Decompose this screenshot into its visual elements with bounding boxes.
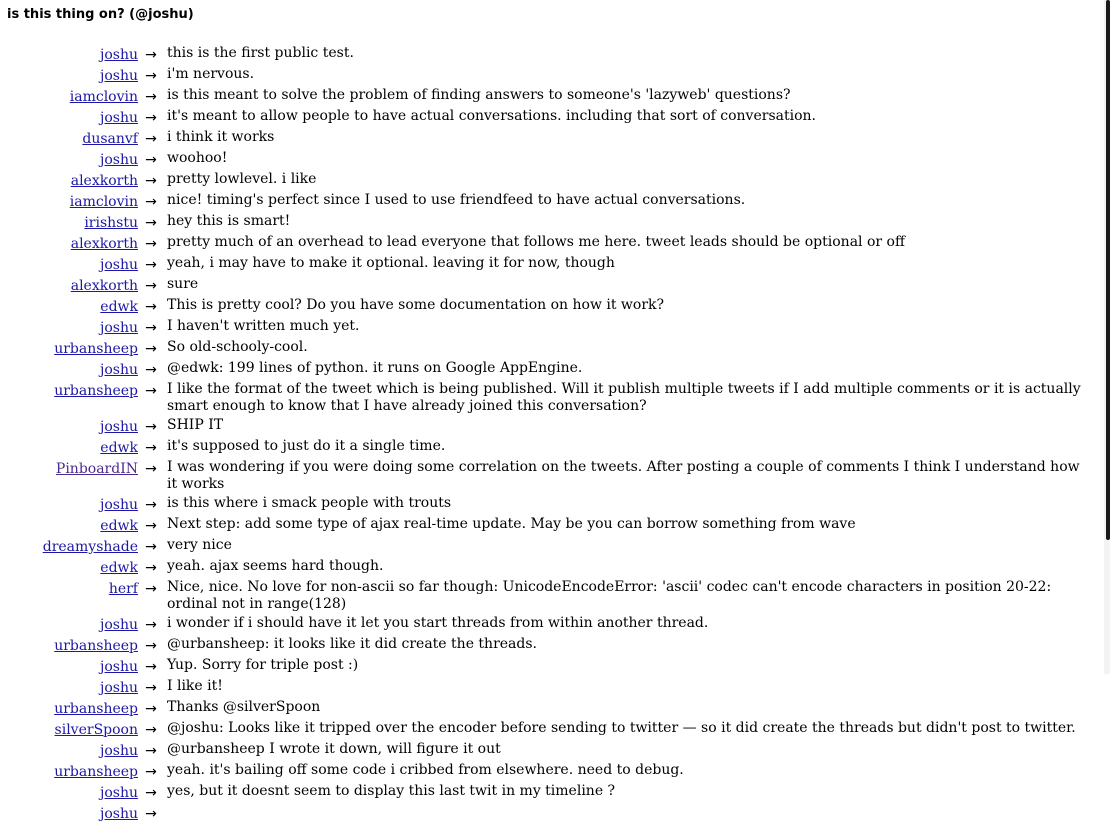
message-text: woohoo! — [167, 150, 228, 166]
username-link[interactable]: joshu — [100, 680, 138, 696]
username-link[interactable]: joshu — [100, 617, 138, 633]
reply-arrow-icon: → — [145, 440, 157, 456]
username-link[interactable]: joshu — [100, 785, 138, 801]
username-link[interactable]: joshu — [100, 362, 138, 378]
thread-entry — [0, 339, 1100, 360]
thread-entry — [0, 495, 1100, 516]
message-text: I like the format of the tweet which is being published. Will it publish multiple tweets if I add multiple comments or it is actually smart enough to know that I have already joined this conversation? — [167, 381, 1081, 414]
message-text: is this where i smack people with trouts — [167, 495, 452, 511]
message-text: i think it works — [167, 129, 275, 145]
message-text: Yup. Sorry for triple post :) — [167, 657, 359, 673]
thread-entry — [0, 45, 1100, 66]
thread-entry — [0, 558, 1100, 579]
reply-arrow-icon: → — [145, 497, 157, 513]
username-link[interactable]: urbansheep — [54, 341, 138, 357]
thread-entry — [0, 171, 1100, 192]
reply-arrow-icon: → — [145, 638, 157, 654]
reply-arrow-icon: → — [145, 257, 157, 273]
message-text: SHIP IT — [167, 417, 224, 433]
reply-arrow-icon: → — [145, 659, 157, 675]
thread-entry — [0, 213, 1100, 234]
username-link[interactable]: joshu — [100, 47, 138, 63]
username-link[interactable]: joshu — [100, 497, 138, 513]
reply-arrow-icon: → — [145, 173, 157, 189]
thread-entry — [0, 537, 1100, 558]
message-text: I like it! — [167, 678, 223, 694]
message-text: So old-schooly-cool. — [167, 339, 308, 355]
thread-entry — [0, 741, 1100, 762]
message-text: yeah. it's bailing off some code i cribbed from elsewhere. need to debug. — [167, 762, 684, 778]
message-text: i wonder if i should have it let you start threads from within another thread. — [167, 615, 709, 631]
thread-entry — [0, 66, 1100, 87]
username-link[interactable]: joshu — [100, 257, 138, 273]
username-link[interactable]: alexkorth — [70, 278, 138, 294]
message-text: hey this is smart! — [167, 213, 291, 229]
username-link[interactable]: dreamyshade — [42, 539, 138, 555]
username-link[interactable]: irishstu — [84, 215, 138, 231]
username-link[interactable]: joshu — [100, 659, 138, 675]
reply-arrow-icon: → — [145, 278, 157, 294]
reply-arrow-icon: → — [145, 701, 157, 717]
message-text: yeah. ajax seems hard though. — [167, 558, 384, 574]
message-text: yes, but it doesnt seem to display this last twit in my timeline ? — [167, 783, 616, 799]
username-link[interactable]: iamclovin — [69, 89, 138, 105]
reply-arrow-icon: → — [145, 152, 157, 168]
username-link[interactable]: iamclovin — [69, 194, 138, 210]
reply-arrow-icon: → — [145, 680, 157, 696]
reply-arrow-icon: → — [145, 236, 157, 252]
reply-arrow-icon: → — [145, 722, 157, 738]
reply-arrow-icon: → — [145, 419, 157, 435]
username-link[interactable]: edwk — [100, 299, 138, 315]
username-link[interactable]: joshu — [100, 320, 138, 336]
conversation-thread — [0, 45, 1100, 825]
reply-arrow-icon: → — [145, 89, 157, 105]
reply-arrow-icon: → — [145, 461, 157, 477]
thread-entry — [0, 615, 1100, 636]
thread-entry — [0, 87, 1100, 108]
thread-entry — [0, 108, 1100, 129]
reply-arrow-icon: → — [145, 581, 157, 597]
reply-arrow-icon: → — [145, 743, 157, 759]
message-text: it's meant to allow people to have actual conversations. including that sort of conversation. — [167, 108, 816, 124]
reply-arrow-icon: → — [145, 131, 157, 147]
message-text: Nice, nice. No love for non-ascii so far though: UnicodeEncodeError: 'ascii' codec can't encode characters in position 20-22: ordinal not in range(128) — [167, 579, 1052, 612]
thread-entry — [0, 579, 1100, 615]
username-link[interactable]: urbansheep — [54, 383, 138, 399]
thread-entry — [0, 762, 1100, 783]
thread-entry — [0, 318, 1100, 339]
message-text: I was wondering if you were doing some correlation on the tweets. After posting a couple of comments I think I understand how it works — [167, 459, 1080, 492]
thread-entry — [0, 636, 1100, 657]
reply-arrow-icon: → — [145, 560, 157, 576]
reply-arrow-icon: → — [145, 47, 157, 63]
message-text: @edwk: 199 lines of python. it runs on Google AppEngine. — [167, 360, 583, 376]
username-link[interactable]: joshu — [100, 110, 138, 126]
message-text: Next step: add some type of ajax real-time update. May be you can borrow something from wave — [167, 516, 856, 532]
reply-arrow-icon: → — [145, 299, 157, 315]
username-link[interactable]: herf — [108, 581, 138, 597]
username-link[interactable]: dusanvf — [82, 131, 138, 147]
thread-entry — [0, 516, 1100, 537]
reply-arrow-icon: → — [145, 383, 157, 399]
message-text: i'm nervous. — [167, 66, 255, 82]
thread-entry — [0, 192, 1100, 213]
reply-arrow-icon: → — [145, 806, 157, 822]
username-link[interactable]: urbansheep — [54, 701, 138, 717]
username-link[interactable]: urbansheep — [54, 638, 138, 654]
reply-arrow-icon: → — [145, 362, 157, 378]
message-text: @urbansheep I wrote it down, will figure it out — [167, 741, 501, 757]
message-text: this is the first public test. — [167, 45, 354, 61]
message-text: sure — [167, 276, 199, 292]
vertical-scrollbar[interactable] — [1104, 0, 1110, 674]
thread-entry — [0, 381, 1100, 417]
username-link[interactable]: joshu — [100, 743, 138, 759]
thread-entry — [0, 720, 1100, 741]
thread-entry — [0, 699, 1100, 720]
reply-arrow-icon: → — [145, 110, 157, 126]
username-link[interactable]: joshu — [100, 806, 138, 822]
username-link[interactable]: silverSpoon — [54, 722, 138, 738]
thread-entry — [0, 783, 1100, 804]
message-text: This is pretty cool? Do you have some documentation on how it work? — [167, 297, 665, 313]
reply-arrow-icon: → — [145, 215, 157, 231]
thread-entry — [0, 297, 1100, 318]
message-text: @joshu: Looks like it tripped over the encoder before sending to twitter — so it did create the threads but didn't post to twitter. — [167, 720, 1076, 736]
thread-entry — [0, 678, 1100, 699]
reply-arrow-icon: → — [145, 617, 157, 633]
username-link[interactable]: edwk — [100, 560, 138, 576]
username-link[interactable]: alexkorth — [70, 173, 138, 189]
username-link[interactable]: alexkorth — [70, 236, 138, 252]
message-text: Thanks @silverSpoon — [167, 699, 321, 715]
username-link[interactable]: edwk — [100, 440, 138, 456]
message-text: I haven't written much yet. — [167, 318, 360, 334]
username-link[interactable]: PinboardIN — [55, 461, 138, 477]
username-link[interactable]: joshu — [100, 419, 138, 435]
page-title: is this thing on? (@joshu) — [7, 7, 194, 22]
message-text: very nice — [167, 537, 232, 553]
message-text: it's supposed to just do it a single time. — [167, 438, 446, 454]
scrollbar-thumb[interactable] — [1106, 0, 1110, 540]
reply-arrow-icon: → — [145, 518, 157, 534]
message-text: pretty much of an overhead to lead everyone that follows me here. tweet leads should be optional or off — [167, 234, 905, 250]
reply-arrow-icon: → — [145, 539, 157, 555]
reply-arrow-icon: → — [145, 785, 157, 801]
reply-arrow-icon: → — [145, 68, 157, 84]
message-text: yeah, i may have to make it optional. leaving it for now, though — [167, 255, 615, 271]
thread-entry — [0, 360, 1100, 381]
thread-entry — [0, 417, 1100, 438]
thread-entry — [0, 438, 1100, 459]
thread-entry — [0, 129, 1100, 150]
reply-arrow-icon: → — [145, 341, 157, 357]
thread-entry — [0, 234, 1100, 255]
reply-arrow-icon: → — [145, 320, 157, 336]
thread-entry — [0, 150, 1100, 171]
thread-entry — [0, 255, 1100, 276]
message-text: nice! timing's perfect since I used to use friendfeed to have actual conversations. — [167, 192, 746, 208]
message-text: pretty lowlevel. i like — [167, 171, 317, 187]
username-link[interactable]: joshu — [100, 68, 138, 84]
reply-arrow-icon: → — [145, 764, 157, 780]
thread-entry — [0, 657, 1100, 678]
thread-entry — [0, 459, 1100, 495]
message-text: @urbansheep: it looks like it did create the threads. — [167, 636, 537, 652]
username-link[interactable]: urbansheep — [54, 764, 138, 780]
thread-entry — [0, 804, 1100, 825]
reply-arrow-icon: → — [145, 194, 157, 210]
thread-entry — [0, 276, 1100, 297]
message-text: is this meant to solve the problem of finding answers to someone's 'lazyweb' questions? — [167, 87, 791, 103]
username-link[interactable]: edwk — [100, 518, 138, 534]
username-link[interactable]: joshu — [100, 152, 138, 168]
